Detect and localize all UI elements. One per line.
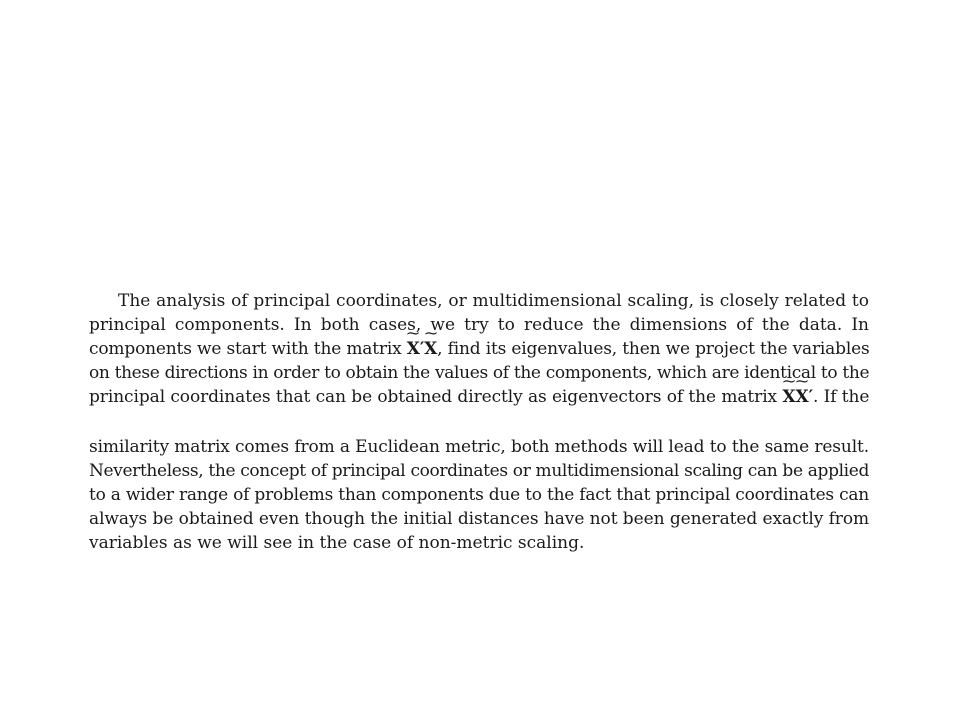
text-line-content: The analysis of principal coordinates, or multidimensional scaling, is closely related to (118, 291, 869, 311)
text-segment: components we start with the matrix (89, 339, 407, 359)
text-segment: , find its eigenvalues, then we project the variables (437, 339, 870, 359)
text-line-content: variables as we will see in the case of non-metric scaling. (89, 533, 585, 553)
transpose-prime: ′ (419, 339, 425, 359)
line-gap (89, 409, 869, 435)
matrix-expression (782, 387, 813, 407)
text-line-content: always be obtained even though the initial distances have not been generated exactly from (89, 509, 870, 529)
text-line-content: principal components. In both cases, we try to reduce the dimensions of the data. In (89, 315, 869, 335)
text-line-content: on these directions in order to obtain the values of the components, which are identical to the (89, 363, 870, 383)
text-line-content: similarity matrix comes from a Euclidean metric, both methods will lead to the same result. (89, 437, 869, 457)
text-line-content: Nevertheless, the concept of principal coordinates or multidimensional scaling can be applied (89, 461, 869, 481)
text-line-with-math (89, 337, 869, 361)
text-line (89, 361, 869, 385)
matrix-expression (407, 339, 437, 359)
matrix-x-tilde: ~ X (424, 337, 437, 361)
text-line (89, 507, 869, 531)
text-line (89, 483, 869, 507)
matrix-x-tilde: ~ X (796, 385, 809, 409)
body-text (89, 289, 869, 555)
text-line (89, 459, 869, 483)
matrix-x-tilde: ~ X (407, 337, 420, 361)
text-line-content: to a wider range of problems than components due to the fact that principal coordinates can (89, 485, 869, 505)
text-line (89, 531, 869, 555)
paragraph (89, 289, 869, 555)
text-line-with-math (89, 385, 869, 409)
text-line (89, 313, 869, 337)
matrix-x-tilde: ~ X (782, 385, 795, 409)
transpose-prime: ′ (808, 387, 814, 407)
text-segment: . If the (813, 387, 870, 407)
text-line (89, 289, 869, 313)
text-line (89, 435, 869, 459)
text-segment: principal coordinates that can be obtained directly as eigenvectors of the matrix (89, 387, 783, 407)
